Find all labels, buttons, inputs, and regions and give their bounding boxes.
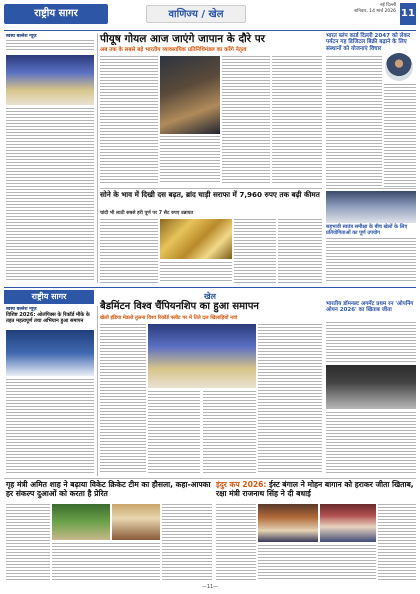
bottom-left-text-col2 — [52, 543, 160, 580]
lead-subheadline: अब तक के सबसे बड़े भारतीय व्यावसायिक प्रतिनिधिमंडल का करेंगे नेतृत्व — [100, 47, 247, 53]
left-intro-text — [6, 40, 94, 52]
sports-left-photo — [6, 330, 94, 376]
right-lower-headline: सहभावी स्वतंत्र समीक्षा के बीच खेलों के लिए प्रतियोगिताओं का पूर्ण उपयोग — [326, 224, 408, 236]
sports-left-headline: विशिष्ट 2026: ओलंपिक्स के रिकॉर्ड मौके के तहत महत्वपूर्ण तथा अभियान हुआ समापन — [6, 312, 90, 324]
bottom-right-text-col3 — [378, 504, 416, 580]
badminton-ceremony-photo — [148, 324, 256, 388]
right-sports-text-2 — [326, 412, 416, 474]
right-sports-photo — [326, 365, 416, 409]
bottom-left-photo — [52, 504, 110, 540]
right-sports-text — [326, 322, 416, 362]
bottom-right-photo-2 — [320, 504, 376, 542]
badminton-subheadline: खेलो इंडिया मेडलों तुलना विश्व रिकॉर्ड फ्लीट पर में तिते दल खिलाड़ियों नवां — [100, 315, 238, 321]
badminton-text-col4 — [258, 324, 322, 474]
right-top-text-2 — [384, 84, 416, 188]
sports-divider — [97, 306, 98, 476]
lead-text-col1 — [100, 56, 158, 184]
sports-left-column-heading: स्वस्थ बल्लेश न्यूज़ — [6, 307, 37, 312]
right-sports-headline: भारतीय डॉमनल्ट अगमेंट प्रथम रन 'ओपनिंग ओपन 2026' का खिताब जीता — [326, 301, 414, 314]
sports-left-text — [6, 379, 94, 473]
gold-subheadline: चांदी भी लाठी सबसे हरी पूर्ण पर 7 सैट रुपए उन्नायत — [100, 211, 194, 216]
gold-text-col3 — [234, 219, 276, 283]
right-lower-rule — [326, 188, 416, 189]
lead-text-col3 — [272, 56, 322, 184]
lead-text-col2 — [222, 56, 270, 184]
badminton-text-col2 — [148, 391, 200, 474]
gold-text-col1 — [100, 219, 158, 283]
masthead-rule — [4, 30, 416, 31]
gold-text-col4 — [278, 219, 322, 283]
edition-info — [336, 3, 396, 15]
lead-text-under-photo — [160, 136, 220, 184]
edition-city: नई दिल्ली — [380, 3, 396, 8]
right-lower-photo — [326, 191, 416, 223]
right-top-portrait — [385, 53, 413, 81]
bottom-right-text-col1 — [216, 504, 256, 580]
khel-label: खेल — [204, 292, 216, 301]
gold-story-rule — [100, 188, 322, 189]
badminton-text-col1 — [100, 324, 146, 474]
bottom-right-headline-text: ईस्ट बंगाल ने मोहन बागान को हराकर जीता खिताब, रक्षा मंत्री राजनाथ सिंह ने दी बधाई — [216, 480, 414, 498]
right-lower-text — [326, 238, 416, 283]
gold-text-under-photo — [160, 262, 232, 283]
bottom-right-text-col2 — [258, 545, 376, 580]
bottom-rule — [4, 478, 416, 479]
masthead — [0, 0, 420, 30]
lead-photo — [160, 56, 220, 134]
bottom-right-headline — [216, 481, 416, 498]
bottom-left-photo-2 — [112, 504, 160, 540]
bottom-right-headline-accent: इंदुर कप 2026: — [216, 480, 267, 489]
column-divider — [97, 33, 98, 283]
left-top-photo — [6, 55, 94, 105]
right-top-headline: भारत ब्लंप कार्ड दिल्ली 2047 को लेकर पर्यटन गह डिजिटल बिक्री बढ़ाने के लिए संस्थानों को योजनाएं विचार — [326, 33, 411, 52]
bottom-left-text-col1 — [6, 504, 50, 580]
left-column-heading: स्वस्थ बल्लेश न्यूज़ — [6, 34, 37, 39]
lead-headline: पीयूष गोयल आज जाएंगे जापान के दौरे पर — [100, 33, 265, 45]
edition-date: शनिवार, 14 मार्च 2026 — [354, 9, 396, 14]
badminton-text-col3 — [203, 391, 256, 474]
badminton-headline: बैडमिंटन विश्व चैंपियनशिप का हुआ समापन — [100, 301, 259, 312]
section-label: वाणिज्य / खेल — [146, 5, 246, 23]
page-footer: —11— — [201, 584, 219, 590]
brand-logo: राष्ट्रीय सागर — [4, 4, 108, 24]
bottom-left-text-col3 — [162, 504, 212, 580]
page-number: 11 — [400, 3, 416, 25]
bottom-right-photo — [258, 504, 318, 542]
sports-rule — [4, 287, 416, 288]
left-column-text — [6, 108, 94, 280]
bottom-left-headline: गृह मंत्री अमित शाह ने बढ़ाया विकेट क्रिकेट टीम का हौसला, कहा-आपका हर संकल्प दुआओं को करता है प्रेरित — [6, 480, 211, 498]
gold-headline: सोने के भाव में दिखी दस बढ़त, ब्रांद चाड़ी सराफा में 7,960 रुपए तक बढ़ी कीमत — [100, 190, 320, 199]
gold-bars-photo — [160, 219, 232, 259]
right-top-text — [326, 56, 382, 188]
second-brand: राष्ट्रीय सागर — [4, 290, 94, 304]
